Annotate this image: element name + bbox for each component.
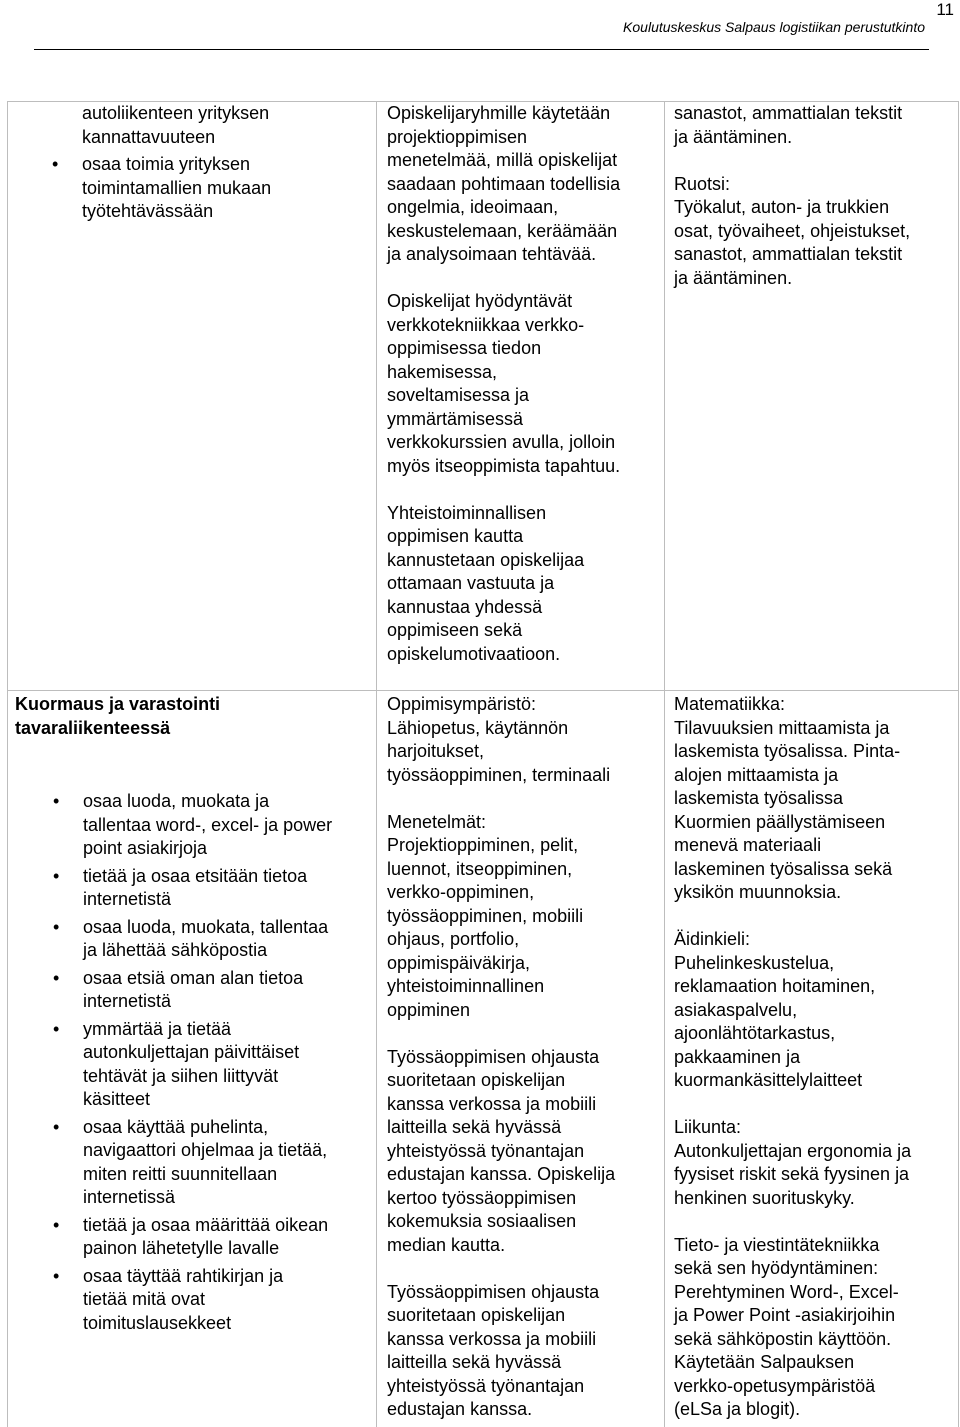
text-line: ja lähettää sähköpostia: [83, 940, 268, 960]
text-line: (eLSa ja blogit).: [674, 1399, 801, 1419]
competence-list: [53, 790, 373, 1335]
text-line: painon lähetetylle lavalle: [83, 1238, 280, 1258]
text-line: laskemista työsalissa. Pinta-: [674, 741, 901, 761]
text-line: oppimisen kautta: [387, 526, 524, 546]
text-line: yhteistyössä työnantajan: [387, 1375, 585, 1396]
text-line: miten reitti suunnitellaan: [83, 1163, 278, 1184]
text-line: kokemuksia sosiaalisen: [387, 1211, 577, 1231]
text-line: Puhelinkeskustelua,: [674, 952, 835, 973]
text-line: internetissä: [83, 1187, 176, 1207]
bullet-icon: •: [53, 1116, 60, 1137]
paragraph: [674, 928, 956, 1093]
text-line: internetistä: [83, 991, 172, 1011]
text-line: osaa täyttää rahtikirjan ja: [83, 1265, 284, 1286]
text-line: laskeminen työsalissa sekä: [674, 858, 893, 879]
text-line: kanssa verkossa ja mobiili: [387, 1328, 597, 1349]
text-line: Autonkuljettajan ergonomia ja: [674, 1140, 912, 1161]
list-item: [53, 790, 373, 861]
text-line: Oppimisympäristö:: [387, 694, 537, 714]
text-line: laitteilla sekä hyvässä: [387, 1117, 562, 1137]
list-item-text: [83, 1117, 327, 1208]
text-line: osaa etsiä oman alan tietoa: [83, 967, 304, 988]
list-item-text: [83, 1019, 299, 1110]
list-item: [53, 916, 373, 963]
text-line: ja ääntäminen.: [674, 267, 793, 288]
row1-col1-content: [52, 102, 372, 224]
row1-col2-content: [387, 102, 661, 666]
text-line: ongelmia, ideoimaan,: [387, 197, 559, 217]
list-item: [52, 153, 372, 224]
section-heading: [15, 693, 373, 740]
text-line: laitteilla sekä hyvässä: [387, 1352, 562, 1372]
text-line: pakkaaminen ja: [674, 1046, 801, 1067]
list-item: [82, 102, 372, 149]
bullet-icon: •: [52, 154, 59, 174]
text-line: kertoo työssäoppimisen: [387, 1187, 577, 1208]
paragraph: [674, 1234, 956, 1422]
text-line: Tilavuuksien mittaamista ja: [674, 717, 890, 738]
list-item: [53, 865, 373, 912]
text-line: menetelmää, millä opiskelijat: [387, 150, 618, 170]
bullet-icon: •: [53, 1214, 60, 1235]
paragraph: [674, 693, 956, 905]
column-divider-1: [376, 101, 377, 1427]
text-line: opiskelumotivaatioon.: [387, 643, 561, 664]
text-line: osaa luoda, muokata ja: [83, 791, 270, 811]
text-line: osat, työvaiheet, ohjeistukset,: [674, 220, 911, 241]
text-line: Työssäoppimisen ohjausta: [387, 1281, 600, 1302]
document-header-title: Koulutuskeskus Salpaus logistiikan perustutkinto: [623, 19, 925, 35]
paragraph: [387, 102, 661, 267]
text-line: ja Power Point -asiakirjoihin: [674, 1305, 896, 1325]
text-line: Opiskelijaryhmille käytetään: [387, 103, 611, 123]
text-line: työssäoppiminen, mobiili: [387, 905, 584, 926]
text-line: oppimiseen sekä: [387, 620, 523, 640]
text-line: tietää ja osaa määrittää oikean: [83, 1214, 329, 1235]
text-line: Kuormien päällystämiseen: [674, 811, 886, 832]
list-item-text: [83, 968, 303, 1012]
text-line: projektioppimisen: [387, 126, 528, 147]
text-line: autonkuljettajan päivittäiset: [83, 1042, 300, 1062]
text-line: sekä sen hyödyntäminen:: [674, 1258, 879, 1278]
text-line: edustajan kanssa.: [387, 1399, 533, 1419]
text-line: Työssäoppimisen ohjausta: [387, 1046, 600, 1067]
row1-col2-cell: [387, 102, 661, 666]
competence-list: [52, 102, 372, 224]
text-line: navigaattori ohjelmaa ja tietää,: [83, 1140, 328, 1160]
text-line: ajoonlähtötarkastus,: [674, 1023, 836, 1043]
text-line: internetistä: [83, 889, 172, 909]
paragraph: [387, 290, 661, 478]
text-line: Työkalut, auton- ja trukkien: [674, 197, 890, 217]
text-line: oppimisessa tiedon: [387, 338, 542, 358]
text-line: toimintamallien mukaan: [82, 177, 272, 198]
row2-col2-cell: [387, 693, 661, 1422]
bullet-icon: •: [53, 791, 60, 811]
bullet-icon: •: [53, 967, 60, 988]
list-item-text: [83, 1215, 328, 1259]
list-item: [53, 1018, 373, 1112]
text-line: yksikön muunnoksia.: [674, 882, 842, 902]
row1-col3-content: [674, 102, 956, 290]
text-line: Tieto- ja viestintätekniikka: [674, 1234, 880, 1255]
text-line: menevä materiaali: [674, 835, 822, 855]
list-item-text: [83, 791, 332, 858]
text-line: Perehtyminen Word-, Excel-: [674, 1281, 899, 1302]
text-line: saadaan pohtimaan todellisia: [387, 173, 621, 194]
list-item-text: [83, 917, 328, 961]
paragraph: [387, 1281, 661, 1422]
text-line: verkko-opetusympäristöä: [674, 1375, 876, 1396]
paragraph: [674, 173, 956, 291]
list-item: [53, 1116, 373, 1210]
paragraph: [387, 1046, 661, 1258]
text-line: Menetelmät:: [387, 811, 487, 832]
text-line: työssäoppiminen, terminaali: [387, 764, 611, 785]
text-line: laskemista työsalissa: [674, 788, 844, 808]
row1-col3-cell: [674, 102, 956, 290]
text-line: luennot, itseoppiminen,: [387, 858, 573, 879]
bullet-icon: •: [53, 865, 60, 886]
text-line: Matematiikka:: [674, 694, 786, 714]
text-line: ymmärtämisessä: [387, 408, 524, 429]
header-rule: [34, 49, 929, 50]
text-line: sanastot, ammattialan tekstit: [674, 244, 903, 264]
text-line: oppiminen: [387, 999, 471, 1020]
text-line: kannustetaan opiskelijaa: [387, 549, 585, 570]
text-line: verkkokurssien avulla, jolloin: [387, 432, 616, 452]
text-line: kuormankäsittelylaitteet: [674, 1070, 863, 1090]
row2-col2-content: [387, 693, 661, 1422]
text-line: Projektioppiminen, pelit,: [387, 835, 579, 855]
text-line: yhteistyössä työnantajan: [387, 1140, 585, 1161]
text-line: käsitteet: [83, 1089, 151, 1109]
text-line: Ruotsi:: [674, 173, 731, 194]
text-line: tallentaa word-, excel- ja power: [83, 814, 333, 835]
text-line: verkko-oppiminen,: [387, 882, 535, 902]
text-line: ohjaus, portfolio,: [387, 929, 520, 949]
text-line: suoritetaan opiskelijan: [387, 1305, 566, 1325]
paragraph: [674, 102, 956, 149]
text-line: Äidinkieli:: [674, 929, 751, 949]
list-item-text: [83, 1266, 283, 1333]
text-line: median kautta.: [387, 1234, 506, 1255]
text-line: kannustaa yhdessä: [387, 596, 543, 617]
text-line: ja ääntäminen.: [674, 126, 793, 147]
row-divider: [7, 690, 959, 691]
text-line: asiakaspalvelu,: [674, 999, 798, 1020]
text-line: tietää mitä ovat: [83, 1289, 206, 1309]
column-divider-2: [664, 101, 665, 1427]
paragraph: [387, 502, 661, 667]
paragraph: [387, 693, 661, 787]
text-line: Lähiopetus, käytännön: [387, 717, 569, 738]
text-line: ymmärtää ja tietää: [83, 1018, 232, 1039]
text-line: Käytetään Salpauksen: [674, 1352, 855, 1372]
heading-line: Kuormaus ja varastointi: [15, 694, 221, 714]
text-line: edustajan kanssa. Opiskelija: [387, 1164, 616, 1184]
table-border-right: [958, 101, 959, 1427]
paragraph: [674, 1116, 956, 1210]
text-line: henkinen suorituskyky.: [674, 1187, 855, 1208]
heading-line: tavaraliikenteessä: [15, 717, 171, 738]
text-line: tehtävät ja siihen liittyvät: [83, 1065, 279, 1086]
text-line: osaa toimia yrityksen: [82, 154, 251, 174]
list-item-text: [82, 154, 271, 221]
text-line: Opiskelijat hyödyntävät: [387, 291, 573, 311]
list-item: [53, 967, 373, 1014]
text-line: reklamaation hoitaminen,: [674, 976, 876, 996]
text-line: osaa luoda, muokata, tallentaa: [83, 916, 329, 937]
text-line: suoritetaan opiskelijan: [387, 1070, 566, 1090]
text-line: soveltamisessa ja: [387, 385, 530, 405]
text-line: osaa käyttää puhelinta,: [83, 1116, 269, 1137]
text-line: toimituslausekkeet: [83, 1312, 232, 1333]
text-line: oppimispäiväkirja,: [387, 952, 531, 973]
row2-col1-cell: [15, 693, 373, 1339]
text-line: myös itseoppimista tapahtuu.: [387, 455, 621, 476]
text-line: point asiakirjoja: [83, 838, 208, 858]
row2-col3-cell: [674, 693, 956, 1422]
text-line: sanastot, ammattialan tekstit: [674, 103, 903, 123]
text-line: Yhteistoiminnallisen: [387, 502, 547, 523]
text-line: autoliikenteen yrityksen: [82, 103, 270, 123]
bullet-icon: •: [53, 1018, 60, 1039]
bullet-icon: •: [53, 1265, 60, 1286]
text-line: ottamaan vastuuta ja: [387, 573, 555, 593]
list-item: [53, 1214, 373, 1261]
text-line: hakemisessa,: [387, 361, 498, 382]
text-line: alojen mittaamista ja: [674, 764, 839, 785]
text-line: yhteistoiminnallinen: [387, 976, 545, 996]
text-line: fyysiset riskit sekä fyysinen ja: [674, 1164, 910, 1184]
paragraph: [387, 811, 661, 1023]
text-line: sekä sähköpostin käyttöön.: [674, 1328, 892, 1349]
row2-col3-content: [674, 693, 956, 1422]
text-line: harjoitukset,: [387, 741, 485, 761]
text-line: keskustelemaan, keräämään: [387, 220, 618, 241]
list-item-text: [82, 103, 269, 147]
text-line: tietää ja osaa etsitään tietoa: [83, 865, 308, 886]
text-line: ja analysoimaan tehtävää.: [387, 244, 597, 264]
list-item-text: [83, 866, 307, 910]
bullet-icon: •: [53, 916, 60, 937]
text-line: verkkotekniikkaa verkko-: [387, 314, 585, 335]
row1-col1-cell: [52, 102, 372, 228]
table-border-left: [7, 101, 8, 1427]
text-line: Liikunta:: [674, 1117, 742, 1137]
text-line: kannattavuuteen: [82, 126, 216, 147]
text-line: työtehtävässään: [82, 201, 214, 221]
text-line: kanssa verkossa ja mobiili: [387, 1093, 597, 1114]
list-item: [53, 1265, 373, 1336]
page-number: 11: [936, 0, 954, 19]
